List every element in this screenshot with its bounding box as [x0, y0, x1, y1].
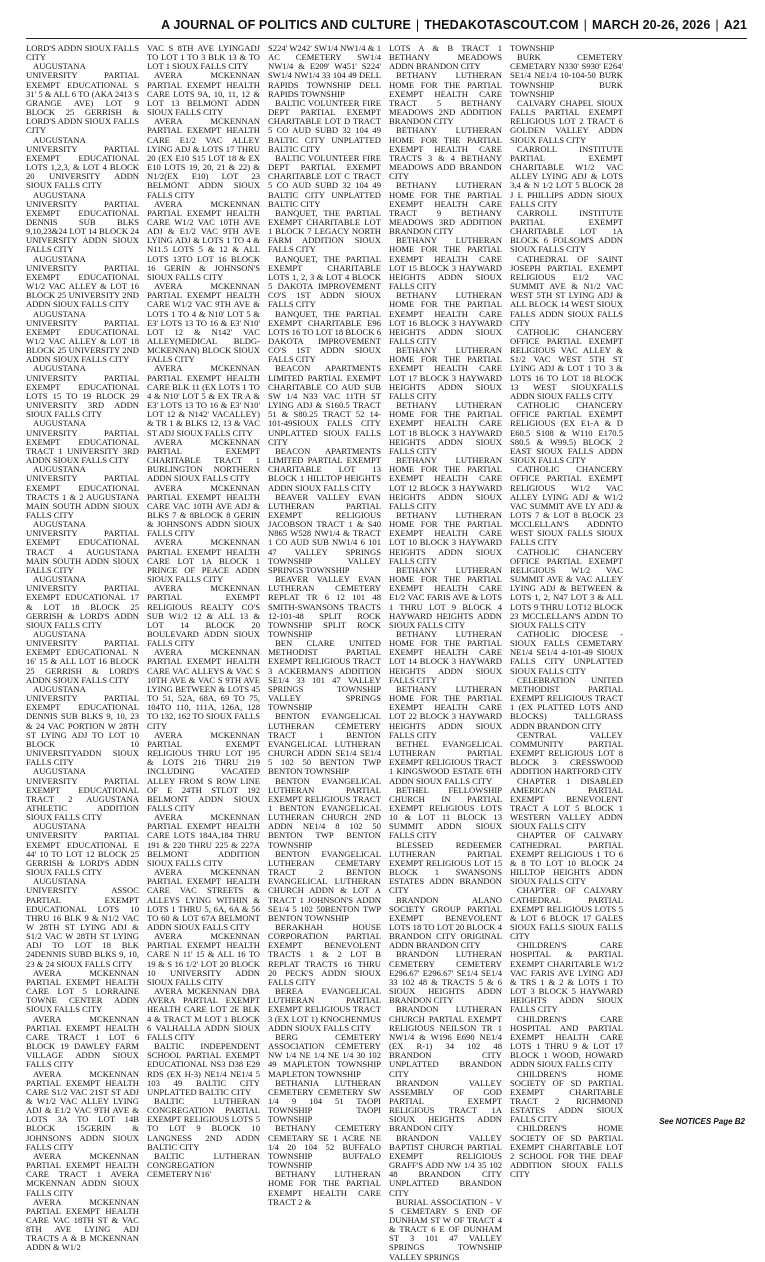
- column-3: [268, 43, 381, 1207]
- notice-entry: BALTIC LUTHERAN CONGREGATION PARTIAL EXEMPT RELIGIOUS LOTS 5 TO LOT 9 BLOCK 10 LANGNESS 2ND ADDN BALTIC CITY: [147, 1095, 260, 1152]
- notice-entry: LOTS A & B TRACT 1 BETHANY MEADOWS ADDN BRANDON CITY: [389, 43, 502, 72]
- notice-entry: BALTIC VOLUNTEER FIRE DEPT PARTIAL EXEMPT CHARITABLE LOT C TRACT 5 CO AUD SUBD 32 104 49 BALTIC CITY UNPLATTED BALTIC CITY: [268, 152, 381, 209]
- notice-entry: AUGUSTANA UNIVERSITY PARTIAL EXEMPT EDUCATIONAL DENNIS SUB BLKS 9, 10, 23 & 24 VAC PORTION W 28TH ST LYING ADJ TO LOT 10 BLOCK 10 UNIVERSITYADDN SIOUX FALLS CITY: [26, 683, 139, 768]
- notice-entry: AUGUSTANA UNIVERSITY PARTIAL EXEMPT EDUCATIONAL S 31' 5 & ALL 6 TO (AKA 2413 S GRANGE AVE) LOT 9 BLOCK 25 GERRISH & LORD'S ADDN SIOUX FALLS CITY: [26, 61, 139, 136]
- notice-entry: AUGUSTANA UNIVERSITY PARTIAL EXEMPT EDUCATIONAL LOTS 1,2,3, & LOT 4 BLOCK 20 UNIVERSITY ADDN SIOUX FALLS CITY: [26, 134, 139, 191]
- notice-entry: BLESSED REDEEMER LUTHERAN PARTIAL EXEMPT RELIGIOUS LOT 15 BLOCK 1 SWANSONS ESTATES ADDN BRANDON CITY: [389, 839, 502, 896]
- notice-entry: CATHOLIC CHANCERY OFFICE PARTIAL EXEMPT RELIGIOUS W1/2 VAC ALLEY LYING ADJ & W1/2 VAC SUMMIT AVE LY ADJ & LOTS 7 & LOT 8 BLOCK 23 MCCLELLAN'S ADDNTO WEST SIOUX FALLS SIOUX FALLS CITY: [510, 464, 623, 548]
- notice-entry: AUGUSTANA UNIVERSITY ASSOC PARTIAL EXEMPT EDUCATIONAL LOTS 10 THRU 16 BLK 9 & N1/2 VAC W 28TH ST LYING ADJ & S1/2 VAC W 28TH ST LYING ADJ TO LOT 18 BLK 24DENNIS SUBD BLKS 9, 10, 23 & 24 SIOUX FALLS CITY: [26, 876, 139, 969]
- notice-entry: AVERA MCKENNAN PARTIAL EXEMPT HEALTH CARE LOTS 9A, 10, 11, 12 & LOT 13 BELMONT ADDN SIOUX FALLS CITY: [147, 70, 260, 118]
- page-number: A21: [723, 18, 747, 32]
- notice-entry: S224' W242' SW1/4 NW1/4 & 1 AC CEMETERY SW1/4 NW1/4 & E209' W451' S224' SW1/4 NW1/4 33 104 49 DELL RAPIDS TOWNSHIP DELL RAPIDS TOWNSHIP: [268, 43, 381, 99]
- notice-entry: BRANDON LUTHERAN CHURCH PARTIAL EXEMPT RELIGIOUS NEILSON TR 1 NW1/4 & W196 E690 NE1/4 (EX R-1) 34 102 48 BRANDON CITY UNPLATTED BRANDON CITY: [389, 1004, 502, 1079]
- notice-entry: CATHEDRAL OF SAINT JOSEPH PARTIAL EXEMPT RELIGIOUS E1/2 VAC SUMMIT AVE & N1/2 VAC WEST 5TH ST LYING ADJ & ALL BLOCK 14 WEST SIOUX FALLS ADDN SIOUX FALLS CITY: [510, 253, 623, 328]
- notice-entry: BENTON EVANGELICAL LUTHERAN CEMETERY TRACT 1 BENTON EVANGELICAL LUTHERAN CHURCH ADDN SE1/4 SE1/4 5 102 50 BENTON TWP BENTON TOWNSHIP: [268, 711, 381, 777]
- notice-entry: BETHANY LUTHERAN HOME FOR THE PARTIAL EXEMPT HEALTH CARE TRACT 9 BETHANY MEADOWS 3RD ADDITION BRANDON CITY: [389, 180, 502, 237]
- notice-entry: AVERA MCKENNAN PARTIAL EXEMPT RELIGIOUS THRU LOT 195 & LOTS 216 THRU 219 INCLUDING VACATED ALLEY FROM S ROW LINE OF E 24TH STLOT 192 BELMONT ADDN SIOUX FALLS CITY: [147, 729, 260, 813]
- notice-entry: BETHANY LUTHERAN HOME FOR THE PARTIAL EXEMPT HEALTH CARE E1/2 VAC FARIS AVE & LOTS 1 THRU LOT 9 BLOCK 4 HAYWARD HEIGHTS ADDN SIOUX FALLS CITY: [389, 564, 502, 630]
- notice-entry: AVERA MCKENNAN PARTIAL EXEMPT HEALTH CARE VAC 18TH ST & VAC 8TH AVE LYING ADJ TRACTS A & B MCKENNAN ADDN & W1/2: [26, 1196, 139, 1253]
- notice-entry: BEREA EVANGELICAL LUTHERAN PARTIAL EXEMPT RELIGIOUS TRACT 3 (EX LOT 1) KNOCHENMUS ADDN SIOUX FALLS CITY: [268, 986, 381, 1033]
- notice-entry: AVERA MCKENNAN PARTIAL EXEMPT HEALTH CARE N 11' 15 & ALL 16 TO 19 & S 16 1/2' LOT 20 BLOCK 10 UNIVERSITY ADDN SIOUX FALLS CITY: [147, 931, 260, 987]
- notice-entry: BALTIC INDEPENDENT SCHOOL PARTIAL EXEMPT EDUCATIONAL NS3 D38 E29 RDS (EX H-3) NE1/4 NE1/4 5 103 49 BALTIC CITY UNPLATTED BALTIC CITY: [147, 1041, 260, 1097]
- notice-entry: CHILDREN'S CARE HOSPITAL AND PARTIAL EXEMPT HEALTH CARE LOTS 1 THRU 9 & LOT 17 BLOCK 1 WOOD, HOWARD ADDN SIOUX FALLS CITY: [510, 1013, 623, 1070]
- page-header: [26, 14, 747, 36]
- notice-entry: CARROLL INSTITUTE PARTIAL EXEMPT CHARITABLE W1/2 VAC ALLEY LYING ADJ & LOTS 3,4 & N 1/2 LOT 5 BLOCK 28 J L PHILLIPS ADDN SIOUX FALLS CITY: [510, 143, 623, 209]
- issue-date: MARCH 20-26, 2026: [591, 18, 711, 32]
- notice-entry: VAC S 8TH AVE LYINGADJ TO LOT 1 TO 3 BLK 13 & TO LOT 1 SIOUX FALLS CITY: [147, 43, 260, 72]
- notice-entry: BEAVER VALLEY EVAN LUTHERAN PARTIAL EXEMPT RELIGIOUS JACOBSON TRACT 1 & S40 N865 W528 NW1/4 & TRACT 1 CO AUD SUB NW1/4 6 101 47 VALLEY SPRINGS TOWNSHIP VALLEY SPRINGS TOWNSHIP: [268, 491, 381, 575]
- notice-entry: BETHANY LUTHERAN HOME FOR THE PARTIAL EXEMPT HEALTH CARE LOT 18 BLOCK 3 HAYWARD HEIGHTS ADDN SIOUX FALLS CITY: [389, 400, 502, 456]
- notice-entry: CATHOLIC CHANCERY OFFICE PARTIAL EXEMPT RELIGIOUS (EX E1-A & D E60.5 S108 & W110 E170.5 S80.5 & W99.5) BLOCK 2 EAST SIOUX FALLS ADDN SIOUX FALLS CITY: [510, 400, 623, 466]
- notice-entry: AVERA MCKENNAN PARTIAL EXEMPT HEALTH CARE TRACT 1 LOT 6 BLOCK 19 DAWLEY FARM VILLAGE ADDN SIOUX FALLS CITY: [26, 1013, 139, 1070]
- notice-entry: AVERA MCKENNAN PARTIAL EXEMPT HEALTH CARE E1/2 VAC ALLEY LYING ADJ & LOTS 17 THRU 20 (EX E10 S15 LOT 18 & EX E10 LOTS 19, 20, 21 & 22) & N1/2(EX E10) LOT 23 BELMONT ADDN SIOUX FALLS CITY: [147, 116, 260, 200]
- notice-entry: BETHANIA LUTHERAN CEMETERY CEMETERY SW 1/4 9 104 51 TAOPI TOWNSHIP TAOPI TOWNSHIP: [268, 1077, 381, 1125]
- notice-entry: LORD'S ADDN SIOUX FALLS CITY: [26, 43, 139, 63]
- notice-entry: BETHEL EVANGELICAL LUTHERAN PARTIAL EXEMPT RELIGIOUS TRACT 1 KINGSWOOD ESTATE 6TH ADDN SIOUX FALLS CITY: [389, 738, 502, 786]
- notice-entry: AVERA MCKENNAN DBA AVERA PARTIAL EXEMPT HEALTH CARE LOT 2E BLK 4 & TRACT M LOT 1 BLOCK 6 VALHALLA ADDN SIOUX FALLS CITY: [147, 986, 260, 1042]
- notice-entry: CELEBRATION UNITED METHODIST PARTIAL EXEMPT RELIGIOUS TRACT 1 (EX PLATTED LOTS AND BLOCKS) TALLGRASS ADDN BRANDON CITY: [510, 674, 623, 731]
- notice-entry: AUGUSTANA UNIVERSITY PARTIAL EXEMPT EDUCATIONAL W1/2 VAC ALLEY & LOT 16 BLOCK 25 UNIVERSITY 2ND ADDN SIOUX FALLS CITY: [26, 253, 139, 310]
- notice-entry: BEACON APARTMENTS LIMITED PARTIAL EXEMPT CHARITABLE CO AUD SUB SW 1/4 N33 VAC 11TH ST LYING ADJ & S160.5 TRACT 51 & S80.25 TRACT 52 14-101-49SIOUX FALLS CITY UNPLATTED SIOUX FALLS CITY: [268, 363, 381, 447]
- notice-entry: AVERA MCKENNAN PARTIAL EXEMPT HEALTH CARE LOTS 184A,184 THRU 191 & 220 THRU 225 & 227A BELMONT ADDITION SIOUX FALLS CITY: [147, 812, 260, 868]
- notice-entry: BANQUET, THE PARTIAL EXEMPT CHARITABLE E96 LOTS 16 TO LOT 18 BLOCK 6 DAKOTA IMPROVEMENT CO'S 1ST ADDN SIOUX FALLS CITY: [268, 308, 381, 365]
- notice-entry: AVERA MCKENNAN PARTIAL EXEMPT RELIGIOUS REALTY CO'S SUB W1/2 12 & ALL 13 & LOT 14 BLOCK 20 BOULEVARD ADDN SIOUX FALLS CITY: [147, 583, 260, 649]
- notice-entry: BETHEL FELLOWSHIP CHURCH IN PARTIAL EXEMPT RELIGIOUS LOTS 10 & LOT 11 BLOCK 13 SUMMIT ADDN SIOUX FALLS CITY: [389, 784, 502, 841]
- notice-entry: BETHANY LUTHERAN HOME FOR THE PARTIAL EXEMPT HEALTH CARE LOT 12 BLOCK 3 HAYWARD HEIGHTS ADDN SIOUX FALLS CITY: [389, 455, 502, 511]
- notice-entry: AUGUSTANA UNIVERSITY PARTIAL EXEMPT EDUCATIONAL 17 & LOT 18 BLOCK 25 GERRISH & LORD'S ADDN SIOUX FALLS CITY: [26, 574, 139, 630]
- header-separator: |: [415, 18, 420, 32]
- website: THEDAKOTASCOUT.COM: [424, 18, 579, 32]
- notice-entry: BETHANY LUTHERAN HOME FOR THE PARTIAL EXEMPT HEALTH CARE TRACT 5 BETHANY MEADOWS 2ND ADDITION BRANDON CITY: [389, 70, 502, 127]
- column-2: [147, 43, 261, 1180]
- notice-entry: BENTON EVANGELICAL LUTHERAN PARTIAL EXEMPT RELIGIOUS TRACT 1 BENTON EVANGELICAL LUTHERAN CHURCH 2ND ADDN NE1/4 8 102 50 BENTON TWP BENTON TOWNSHIP: [268, 775, 381, 850]
- notice-entry: AUGUSTANA UNIVERSITY PARTIAL EXEMPT EDUCATIONAL W1/2 VAC ALLEY & LOT 18 BLOCK 25 UNIVERSITY 2ND ADDN SIOUX FALLS CITY: [26, 308, 139, 365]
- notice-entry: BEAVER VALLEY EVAN LUTHERAN CEMETERY REPLAT TR 6 12 101 48 SMITH-SWANSONS TRACTS 12-101-48 SPLIT ROCK TOWNSHIP SPLIT ROCK TOWNSHIP: [268, 574, 381, 639]
- notice-entry: BRANDON VALLEY ASSEMBLY OF GOD PARTIAL EXEMPT RELIGIOUS TRACT 1A SIOUX HEIGHTS ADDN BRANDON CITY: [389, 1077, 502, 1134]
- notice-entry: AUGUSTANA UNIVERSITY PARTIAL EXEMPT EDUCATIONAL DENNIS SUB BLKS 9,10,23&24 LOT 14 BLOCK 24 UNIVERSITY ADDN SIOUX FALLS CITY: [26, 189, 139, 255]
- notice-entry: CATHOLIC DIOCESE - SIOUX FALLS CEMETARY NE1/4 SE1/4 4-101-49 SIOUX FALLS CITY UNPLATTED SIOUX FALLS CITY: [510, 629, 623, 676]
- header-separator: |: [715, 18, 719, 32]
- continued-notice: See NOTICES Page B2: [659, 1117, 745, 1126]
- notice-entry: AVERA MCKENNAN PARTIAL EXEMPT HEALTH CARE VAC 10TH AVE ADJ & BLKS 7 & 8BLOCK 8 GERIN & JOHNSON'S ADDN SIOUX FALLS CITY: [147, 482, 260, 539]
- notice-entry: BETHANY LUTHERAN HOME FOR THE PARTIAL EXEMPT HEALTH CARE TRACT 2 &: [268, 1169, 381, 1207]
- notice-entry: CHAPTER OF CALVARY CATHEDRAL PARTIAL EXEMPT RELIGIOUS 1 TO 6 & 8 TO LOT 10 BLOCK 24 HILLTOP HEIGHTS ADDN SIOUX FALLS CITY: [510, 830, 623, 887]
- notice-entry: BERAKHAH HOUSE CORPORATION PARTIAL EXEMPT BENEVOLENT TRACTS 1 & 2 LOT B REPLAT TRACTS 16 THRU 20 PECK'S ADDN SIOUX FALLS CITY: [268, 922, 381, 987]
- notice-entry: AVERA MCKENNAN PARTIAL EXEMPT HEALTH CARE S1/2 VAC 21ST ST ADJ & W1/2 VAC ALLEY LYING ADJ & E1/2 VAC 9TH AVE & LOTS 3A TO LOT 14B BLOCK 15GERIN & JOHNSON'S ADDN SIOUX FALLS CITY: [26, 1068, 139, 1152]
- notice-entry: CALVARY CHAPEL SIOUX FALLS PARTIAL EXEMPT RELIGIOUS LOT 2 TRACT 6 GOLDEN VALLEY ADDN SIOUX FALLS CITY: [510, 97, 623, 145]
- publication-tagline: A JOURNAL OF POLITICS AND CULTURE: [161, 18, 411, 32]
- notice-entry: CENTRAL VALLEY COMMUNITY PARTIAL EXEMPT RELIGIOUS LOT 8 BLOCK 3 CRESSWOOD ADDITION HARTFORD CITY: [510, 729, 623, 777]
- notice-entry: AUGUSTANA UNIVERSITY PARTIAL EXEMPT EDUCATIONAL N 16' 15 & ALL LOT 16 BLOCK 25 GERRISH & LORD'S ADDN SIOUX FALLS CITY: [26, 629, 139, 685]
- notice-entry: AVERA MCKENNAN PARTIAL EXEMPT HEALTH CARE VAC STREETS & ALLEYS LYING WITHIN & LOTS 1 THRU 5, 6A, 6A & 56 TO 60 & LOT 67A BELMONT ADDN SIOUX FALLS CITY: [147, 867, 260, 932]
- notice-entry: BALTIC LUTHERAN CONGREGATION CEMETERY N16': [147, 1150, 260, 1180]
- notice-entry: AUGUSTANA UNIVERSITY PARTIAL EXEMPT EDUCATIONAL TRACTS 1 & 2 AUGUSTANA MAIN SOUTH ADDN SIOUX FALLS CITY: [26, 464, 139, 520]
- column-5: [510, 43, 623, 1180]
- notice-entry: AUGUSTANA UNIVERSITY PARTIAL EXEMPT EDUCATIONAL TRACT 1 UNIVERSITY 3RD ADDN SIOUX FALLS CITY: [26, 418, 139, 466]
- header-separator: |: [583, 18, 587, 32]
- header-rule: [26, 38, 747, 39]
- notice-entry: BRANDON LUTHERAN CEMETERY CEMETERY E296.67' E296.67' SE1/4 SE1/4 33 102 48 & TRACTS 5 & 6 SIOUX HEIGHTS ADDN BRANDON CITY: [389, 949, 502, 1006]
- notice-entry: BETHANY LUTHERAN HOME FOR THE PARTIAL EXEMPT HEALTH CARE TRACTS 3 & 4 BETHANY MEADOWS ADD BRANDON CITY: [389, 125, 502, 182]
- notice-entry: CATHOLIC CHANCERY OFFICE PARTIAL EXEMPT RELIGIOUS VAC ALLEY & S1/2 VAC WEST 5TH ST LYING ADJ & LOT 1 TO 3 & LOTS 16 TO LOT 18 BLOCK 13 WEST SIOUXFALLS ADDN SIOUX FALLS CITY: [510, 326, 623, 401]
- notice-entry: BURK CEMETERY CEMETARY N330' S930' E264' SE1/4 NE1/4 10-104-50 BURK TOWNSHIP BURK TOWNSHIP: [510, 52, 623, 99]
- notice-entry: AVERA MCKENNAN PARTIAL EXEMPT HEALTH CARE W1/2 VAC 10TH AVE ADJ & E1/2 VAC 9TH AVE LYING ADJ & LOTS 1 TO 4 & N11.5 LOTS 5 & 12 & ALL LOTS 13TO LOT 16 BLOCK 16 GERIN & JOHNSON'S SIOUX FALLS CITY: [147, 198, 260, 282]
- notice-entry: CATHOLIC CHANCERY OFFICE PARTIAL EXEMPT RELIGIOUS W1/2 VAC SUMMIT AVE & VAC ALLEY LYING ADJ & BETWEEN & LOTS 1, 2, N47 LOT 3 & ALL LOTS 9 THRU LOT12 BLOCK 23 MCCLELLAN'S ADDN TO SIOUX FALLS CITY: [510, 546, 623, 630]
- notice-entry: CHILDREN'S CARE HOSPITAL & PARTIAL EXEMPT CHARITABLE W1/2 VAC FARIS AVE LYING ADJ & TRS 1 & 2 & LOTS 1 TO LOT 3 BLOCK 5 HAYWARD HEIGHTS ADDN SIOUX FALLS CITY: [510, 940, 623, 1015]
- notice-entry: BETHANY CEMETERY CEMETARY SE 1 ACRE NE 1/4 20 104 52 BUFFALO TOWNSHIP BUFFALO TOWNSHIP: [268, 1123, 381, 1171]
- notice-entry: BETHANY LUTHERAN HOME FOR THE PARTIAL EXEMPT HEALTH CARE LOT 10 BLOCK 3 HAYWARD HEIGHTS ADDN SIOUX FALLS CITY: [389, 509, 502, 566]
- notice-entry: AUGUSTANA UNIVERSITY PARTIAL EXEMPT EDUCATIONAL LOTS 15 TO 19 BLOCK 29 UNIVERSITY 3RD ADDN SIOUX FALLS CITY: [26, 363, 139, 420]
- notice-entry: BETHANY LUTHERAN HOME FOR THE PARTIAL EXEMPT HEALTH CARE LOT 15 BLOCK 3 HAYWARD HEIGHTS ADDN SIOUX FALLS CITY: [389, 235, 502, 292]
- notice-entry: AVERA MCKENNAN PARTIAL EXEMPT CHARITABLE TRACT 1 BURLINGTON NORTHERN ADDN SIOUX FALLS CITY: [147, 436, 260, 484]
- notice-entry: AUGUSTANA UNIVERSITY PARTIAL EXEMPT EDUCATIONAL E 44' 10 TO LOT 12 BLOCK 25 GERRISH & LORD'S ADDN SIOUX FALLS CITY: [26, 821, 139, 878]
- notice-entry: CARROLL INSTITUTE PARTIAL EXEMPT CHARITABLE LOT 1A BLOCK 6 FOLSOM'S ADDN SIOUX FALLS CITY: [510, 207, 623, 255]
- notice-entry: BEACON APARTMENTS LIMITED PARTIAL EXEMPT CHARITABLE LOT 13 BLOCK 1 HILLTOP HEIGHTS ADDN SIOUX FALLS CITY: [268, 445, 381, 493]
- notice-entry: BETHANY LUTHERAN HOME FOR THE PARTIAL EXEMPT HEALTH CARE LOT 16 BLOCK 3 HAYWARD HEIGHTS ADDN SIOUX FALLS CITY: [389, 290, 502, 346]
- notice-entry: BERG CEMETERY ASSOCIATION CEMETERY NW 1/4 NE 1/4 NE 1/4 30 102 49 MAPLETON TOWNSHIP MAPLETON TOWNSHIP: [268, 1031, 381, 1079]
- notice-entry: AVERA MCKENNAN PARTIAL EXEMPT HEALTH CARE LOT 5 LORRAINE TOWNE CENTER ADDN SIOUX FALLS CITY: [26, 967, 139, 1015]
- notice-entry: BEN CLARE UNITED METHODIST PARTIAL EXEMPT RELIGIOUS TRACT 3 ACKERMAN'S ADDITION SE1/4 33 101 47 VALLEY SPRINGS TOWNSHIP VALLEY SPRINGS TOWNSHIP: [268, 638, 381, 713]
- notice-entry: BALTIC VOLUNTEER FIRE DEPT PARTIAL EXEMPT CHARITABLE LOT D TRACT 5 CO AUD SUBD 32 104 49 BALTIC CITY UNPLATTED BALTIC CITY: [268, 97, 381, 154]
- notice-entry: BETHANY LUTHERAN HOME FOR THE PARTIAL EXEMPT HEALTH CARE LOT 22 BLOCK 3 HAYWARD HEIGHTS ADDN SIOUX FALLS CITY: [389, 683, 502, 740]
- notice-entry: AVERA MCKENNAN PARTIAL EXEMPT HEALTH CARE BLK 11 (EX LOTS 1 TO 4 & N10' LOT 5 & EX TR A & E3' LOTS 13 TO 16 & E3' N10' LOT 12 & N142' VACALLEY) & TR 1 & BLKS 12, 13 & VAC ST ADJ SIOUX FALLS CITY: [147, 363, 260, 438]
- notice-entry: AUGUSTANA UNIVERSITY PARTIAL EXEMPT EDUCATIONAL TRACT 4 AUGUSTANA MAIN SOUTH ADDN SIOUX FALLS CITY: [26, 519, 139, 575]
- notice-entry: AVERA MCKENNAN PARTIAL EXEMPT HEALTH CARE TRACT 1 AVERA MCKENNAN ADDN SIOUX FALLS CITY: [26, 1150, 139, 1198]
- notice-entry: BRANDON ALANO SOCIETY GROUP PARTIAL EXEMPT BENEVOLENT LOTS 18 TO LOT 20 BLOCK 4 BRANDON CITY ORIGINAL ADDN BRANDON CITY: [389, 894, 502, 951]
- notice-entry: BANQUET, THE PARTIAL EXEMPT CHARITABLE LOT 1 BLOCK 7 LEGACY NORTH FARM ADDITION SIOUX FALLS CITY: [268, 207, 381, 255]
- notice-entry: CHAPTER OF CALVARY CATHEDRAL PARTIAL EXEMPT RELIGIOUS LOTS 5 & LOT 6 BLOCK 17 GALES SIOUX FALLS SIOUX FALLS CITY: [510, 885, 623, 942]
- notice-entry: BETHANY LUTHERAN HOME FOR THE PARTIAL EXEMPT HEALTH CARE LOT 17 BLOCK 3 HAYWARD HEIGHTS ADDN SIOUX FALLS CITY: [389, 345, 502, 401]
- notice-entry: AVERA MCKENNAN PARTIAL EXEMPT HEALTH CARE LOT 1A BLOCK 1 PRINCE OF PEACE ADDN SIOUX FALLS CITY: [147, 537, 260, 585]
- notice-entry: AVERA MCKENNAN PARTIAL EXEMPT HEALTH CARE W1/2 VAC 9TH AVE & LOTS 1 TO 4 & N10' LOT 5 & E3' LOTS 13 TO 16 & E3' N10' LOT 12 & N142' VAC ALLEY(MEDICAL BLDG-MCKENNAN) BLOCK SIOUX FALLS CITY: [147, 281, 260, 365]
- notice-entry: BRANDON VALLEY BAPTIST CHURCH PARTIAL EXEMPT RELIGIOUS GRAFF'S ADD NW 1/4 35 102 48 BRANDON CITY UNPLATTED BRANDON CITY: [389, 1132, 502, 1198]
- column-1: [26, 43, 139, 1253]
- notice-entry: BURIAL ASSOCIATION - V S CEMETARY S END OF DUNHAM ST W OF TRACT 4 & TRACT 6 E OF DUNHAM ST 3 101 47 VALLEY SPRINGS TOWNSHIP VALLEY SPRINGS: [389, 1196, 502, 1262]
- notice-entry: BETHANY LUTHERAN HOME FOR THE PARTIAL EXEMPT HEALTH CARE LOT 14 BLOCK 3 HAYWARD HEIGHTS ADDN SIOUX FALLS CITY: [389, 629, 502, 685]
- notice-entry: CHILDREN'S HOME SOCIETY OF SD PARTIAL EXEMPT CHARITABLE TRACT 2 RICHMOND ESTATES ADDN SIOUX FALLS CITY: [510, 1068, 623, 1125]
- notice-entry: AUGUSTANA UNIVERSITY PARTIAL EXEMPT EDUCATIONAL TRACT 2 AUGUSTANA ATHLETIC ADDITION SIOUX FALLS CITY: [26, 766, 139, 823]
- notice-entry: AVERA MCKENNAN PARTIAL EXEMPT HEALTH CARE VAC ALLEYS & VAC S 10TH AVE & VAC S 9TH AVE LYING BETWEEN & LOTS 45 TO 51, 52A, 68A, 69 TO 75, 104TO 110, 111A, 126A, 128 TO 132, 162 TO SIOUX FALLS CITY: [147, 647, 261, 731]
- notice-entry: BENTON EVANGELICAL LUTHERAN CEMETARY TRACT 2 BENTON EVANGELICAL LUTHERAN CHURCH ADDN & LOT A TRACT 1 JOHNSON'S ADDN SE1/4 5 102 50BENTON TWP BENTON TOWNSHIP: [268, 848, 381, 923]
- notice-entry: CHAPTER 1 DISABLED AMERICAN PARTIAL EXEMPT BENEVOLENT TRACT A LOT 5 BLOCK 1 WESTERN VALLEY ADDN SIOUX FALLS CITY: [510, 775, 623, 832]
- notice-entry: BANQUET, THE PARTIAL EXEMPT CHARITABLE LOTS 1, 2, 3 & LOT 4 BLOCK 5 DAKOTA IMPROVEMENT CO'S 1ST ADDN SIOUX FALLS CITY: [268, 253, 381, 310]
- column-4: [389, 43, 502, 1262]
- notice-entry: TOWNSHIP: [510, 43, 555, 53]
- notice-entry: CHILDREN'S HOME SOCIETY OF SD PARTIAL EXEMPT CHARITABLE LOT 2 SCHOOL FOR THE DEAF ADDITION SIOUX FALLS CITY: [510, 1123, 623, 1180]
